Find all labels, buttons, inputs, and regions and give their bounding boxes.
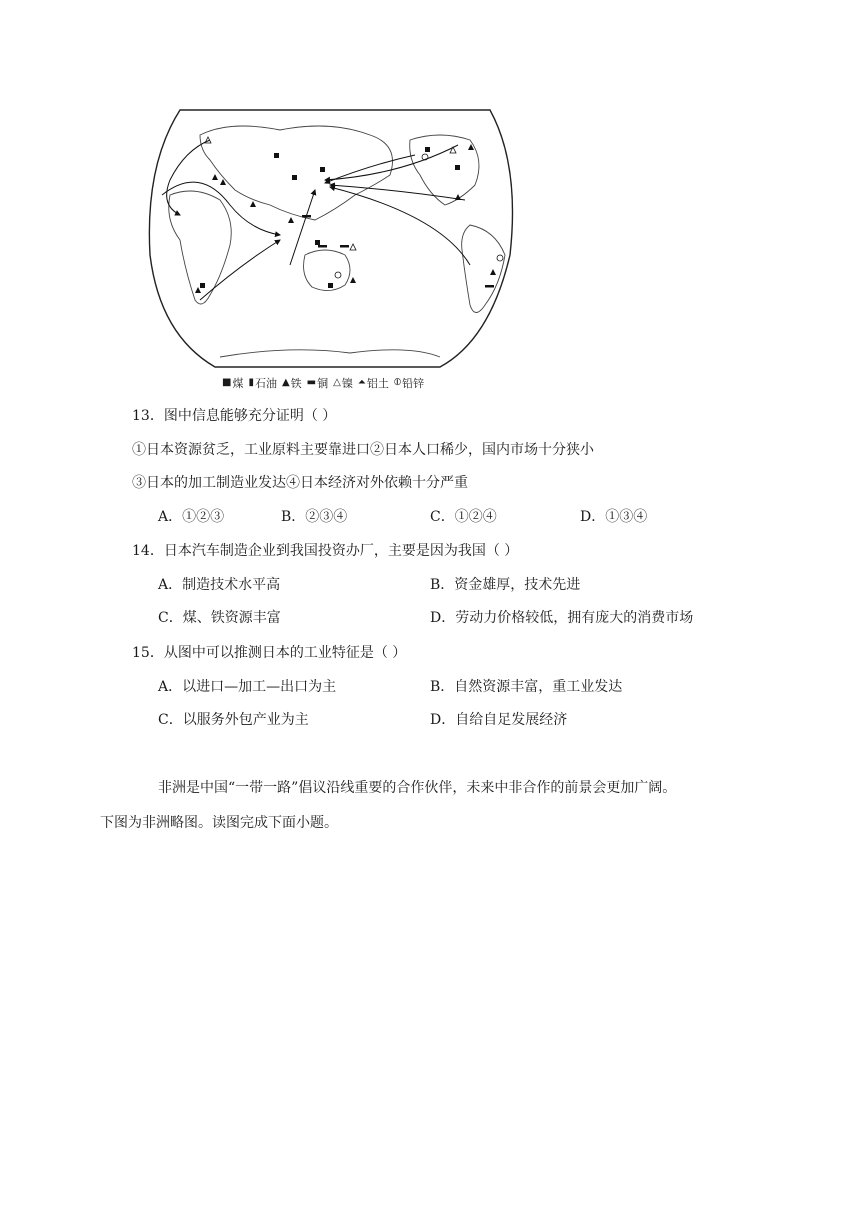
legend-label: 铝土 (366, 377, 389, 390)
legend-label: 镍 (341, 377, 353, 390)
legend-oil (248, 375, 277, 391)
iron-icon: ▲ (281, 377, 290, 388)
question-14-option-b[interactable]: B．资金雄厚，技术先进 (430, 577, 581, 593)
map-frame (149, 110, 512, 367)
legend-label: 铁 (290, 377, 302, 390)
question-13-statement-1: ①日本资源贫乏，工业原料主要靠进口②日本人口稀少，国内市场十分狭小 (132, 442, 594, 458)
legend-label: 煤 (232, 377, 244, 390)
map-svg (140, 105, 525, 370)
nickel-icon: △ (333, 377, 341, 388)
question-13-option-d[interactable]: D．①③④ (580, 509, 648, 525)
question-13-stem: 13．图中信息能够充分证明（ ） (132, 408, 337, 424)
legend-bauxite (358, 375, 389, 391)
question-14-option-a[interactable]: A．制造技术水平高 (158, 577, 281, 593)
question-13-option-c[interactable]: C．①②④ (430, 509, 497, 525)
copper-icon: ▬ (306, 377, 317, 388)
world-resource-map (140, 105, 525, 370)
question-13-option-b[interactable]: B．②③④ (281, 509, 348, 525)
lead-zinc-icon: ⦶ (393, 377, 402, 388)
question-15-option-d[interactable]: D．自给自足发展经济 (430, 712, 568, 728)
legend-nickel (333, 375, 353, 391)
legend-coal (222, 375, 243, 391)
coal-icon: ■ (222, 377, 232, 388)
legend-label: 石油 (254, 377, 277, 390)
question-13-option-a[interactable]: A．①②③ (158, 509, 225, 525)
bauxite-icon: ⏶ (357, 377, 366, 388)
legend-iron (282, 375, 302, 391)
map-legend (222, 374, 424, 392)
question-13-statement-2: ③日本的加工制造业发达④日本经济对外依赖十分严重 (132, 475, 468, 491)
question-14-option-c[interactable]: C．煤、铁资源丰富 (158, 610, 281, 626)
question-15-option-c[interactable]: C．以服务外包产业为主 (158, 712, 309, 728)
question-14-option-d[interactable]: D．劳动力价格较低，拥有庞大的消费市场 (430, 610, 694, 626)
passage-line-2: 下图为非洲略图。读图完成下面小题。 (100, 815, 338, 831)
question-14-stem: 14．日本汽车制造企业到我国投资办厂，主要是因为我国（ ） (132, 543, 519, 559)
legend-copper (307, 375, 328, 391)
oil-icon: ▮ (248, 377, 254, 388)
legend-label: 铅锌 (402, 377, 425, 390)
passage-line-1: 非洲是中国“一带一路”倡议沿线重要的合作伙伴，未来中非合作的前景会更加广阔。 (158, 780, 677, 796)
question-15-option-b[interactable]: B．自然资源丰富，重工业发达 (430, 679, 623, 695)
legend-lead-zinc (394, 375, 424, 391)
question-15-stem: 15．从图中可以推测日本的工业特征是（ ） (132, 645, 407, 661)
question-15-option-a[interactable]: A．以进口—加工—出口为主 (158, 679, 337, 695)
legend-label: 铜 (317, 377, 329, 390)
